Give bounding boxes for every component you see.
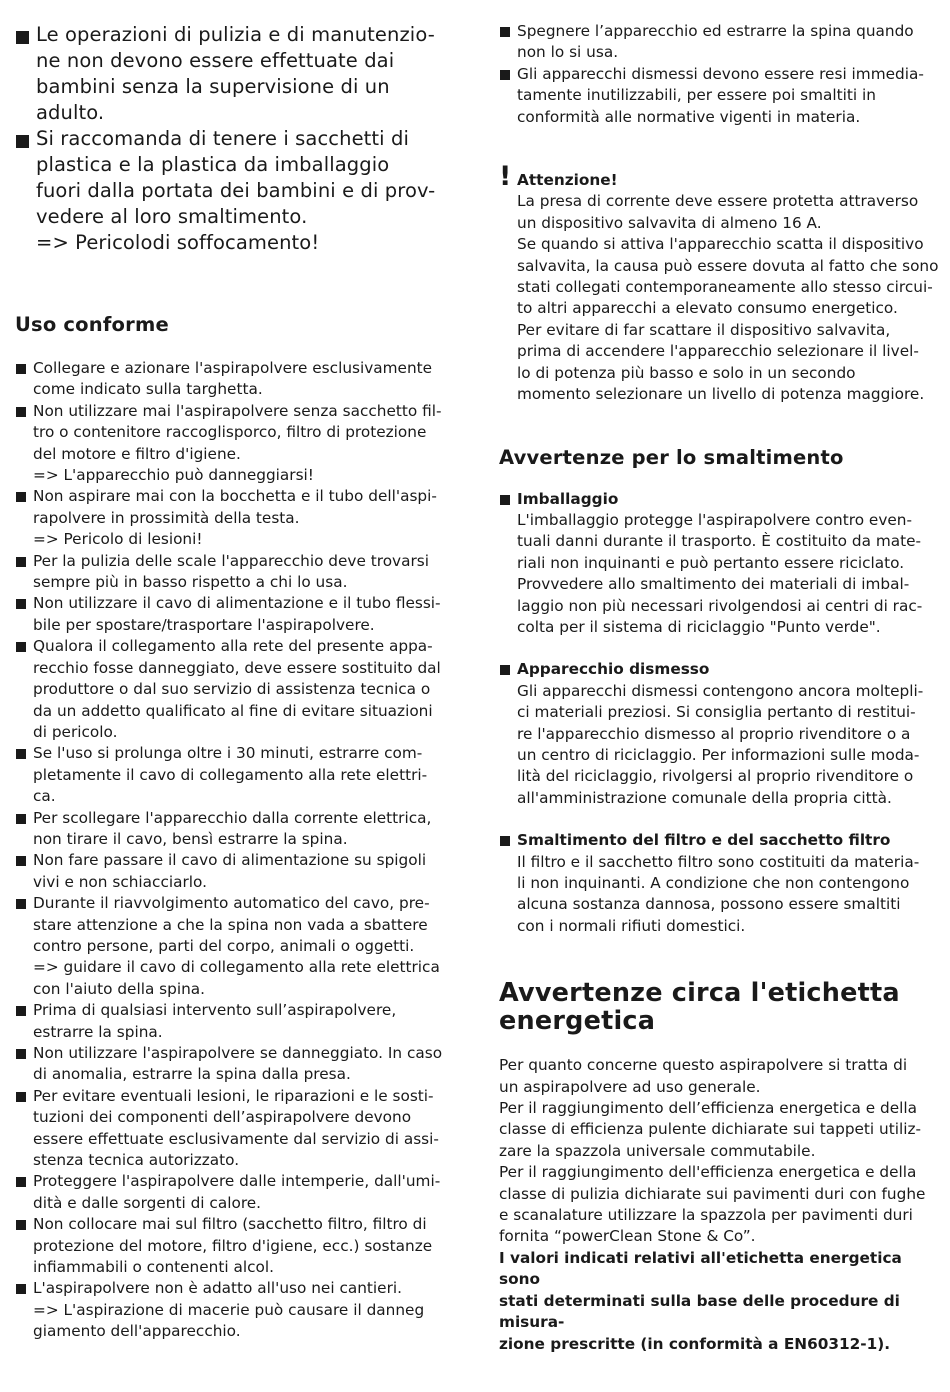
- safety-list-continued: [499, 21, 939, 128]
- list-item: [15, 1086, 455, 1172]
- list-item: [15, 1043, 455, 1086]
- bullet-square-icon: [500, 27, 510, 37]
- bullet-square-icon: [500, 836, 510, 846]
- disposal-item-title: Imballaggio: [517, 489, 619, 508]
- section-title-uso-conforme: Uso conforme: [15, 313, 169, 336]
- exclamation-icon: !: [499, 161, 512, 193]
- list-item-text: Per scollegare l'apparecchio dalla corrente elettrica, non tirare il cavo, bensì estrarre la spina.: [33, 808, 432, 848]
- bullet-square-icon: [16, 492, 26, 502]
- list-item-text: Non collocare mai sul filtro (sacchetto filtro, filtro di protezione del motore, filtro d'igiene, ecc.) sostanze infiammabili o contenenti alcol.: [33, 1215, 433, 1277]
- bullet-square-icon: [16, 1220, 26, 1230]
- list-item: [15, 1000, 455, 1043]
- list-item: [15, 401, 455, 487]
- list-item-text: Durante il riavvolgimento automatico del cavo, pre- stare attenzione a che la spina non vada a sbattere contro persone, parti del corpo, animali o oggetti. => guidare il cavo di collegamento alla rete elettrica con l'aiuto della spina.: [33, 894, 440, 998]
- warning-body: La presa di corrente deve essere protetta attraverso un dispositivo salvavita di almeno 16 A. Se quando si attiva l'apparecchio scatta il dispositivo salvavita, la causa può essere dovuta al fatto che sono stati collegati contemporaneamente allo stesso circui- to altri apparecchi a elevato consumo energetico. Per evitare di far scattare il dispositivo salvavita, prima di accendere l'apparecchio selezionare il livel- lo di potenza più basso e solo in un secondo momento selezionare un livello di potenza maggiore.: [517, 192, 939, 404]
- list-item: [15, 1171, 455, 1214]
- disposal-item-imballaggio: [499, 489, 939, 639]
- bullet-square-icon: [16, 407, 26, 417]
- list-item-text: Non aspirare mai con la bocchetta e il tubo dell'aspi- rapolvere in prossimità della testa. => Pericolo di lesioni!: [33, 487, 437, 549]
- bullet-square-icon: [16, 814, 26, 824]
- list-item-text: Spegnere l’apparecchio ed estrarre la spina quando non lo si usa.: [517, 22, 914, 62]
- list-item-text: Prima di qualsiasi intervento sull’aspirapolvere, estrarre la spina.: [33, 1001, 397, 1041]
- bullet-square-icon: [16, 1177, 26, 1187]
- list-item-text: Per la pulizia delle scale l'apparecchio deve trovarsi sempre più in basso rispetto a chi lo usa.: [33, 551, 429, 592]
- bullet-square-icon: [16, 1049, 26, 1059]
- list-item-text: Qualora il collegamento alla rete del presente appa- recchio fosse danneggiato, deve essere sostituito dal produttore o dal suo servizio di assistenza tecnica o da un addetto qualificato al fine di evitare situazioni di pericolo.: [33, 637, 441, 741]
- list-item-text: Non utilizzare mai l'aspirapolvere senza sacchetto fil- tro o contenitore raccoglisporco, filtro di protezione del motore e filtro d'igiene. => L'apparecchio può danneggiarsi!: [33, 401, 442, 485]
- disposal-item-body: Gli apparecchi dismessi contengono ancora moltepli- ci materiali preziosi. Si consiglia pertanto di restitui- re l'apparecchio dismesso al proprio rivenditore o a un centro di riciclaggio. Per informazioni sulle moda- lità del riciclaggio, rivolgersi al proprio rivenditore o all'amministrazione comunale della propria città.: [517, 681, 924, 807]
- list-item-text: Le operazioni di pulizia e di manutenzio- ne non devono essere effettuate dai bambini senza la supervisione di un adulto.: [36, 23, 435, 124]
- list-item-text: Se l'uso si prolunga oltre i 30 minuti, estrarre com- pletamente il cavo di collegamento alla rete elettri- ca.: [33, 744, 428, 806]
- list-item: [15, 1278, 455, 1342]
- left-column: [15, 0, 455, 1343]
- warning-title: Attenzione!: [517, 171, 618, 190]
- list-item-text: Non fare passare il cavo di alimentazione su spigoli vivi e non schiacciarlo.: [33, 851, 427, 891]
- bullet-square-icon: [16, 899, 26, 909]
- list-item: [15, 486, 455, 550]
- disposal-item-body: L'imballaggio protegge l'aspirapolvere contro even- tuali danni durante il trasporto. È costituito da mate- riali non inquinanti e può pertanto essere riciclato. Provvedere allo smaltimento dei materiali di imbal- laggio non più necessari rivolgendosi ai centri di rac- colta per il sistema di riciclaggio "Punto verde".: [517, 510, 923, 636]
- energy-paragraph: Per il raggiungimento dell'efficienza energetica e della classe di pulizia dichiarate sui pavimenti duri con fughe e scanalature utilizzare la spazzola per pavimenti duri fornita “powerClean Stone & Co”.: [499, 1163, 926, 1246]
- list-item-text: Proteggere l'aspirapolvere dalle intemperie, dall'umi- dità e dalle sorgenti di calore.: [33, 1172, 441, 1212]
- list-item: [15, 1214, 455, 1278]
- list-item: [15, 551, 455, 594]
- list-item: [15, 126, 455, 256]
- list-item: [15, 743, 455, 807]
- disposal-item-filtro: [499, 830, 939, 937]
- bullet-square-icon: [500, 665, 510, 675]
- bullet-square-icon: [16, 1284, 26, 1294]
- bullet-square-icon: [16, 599, 26, 609]
- list-item-text: Non utilizzare l'aspirapolvere se danneggiato. In caso di anomalia, estrarre la spina dalla presa.: [33, 1044, 443, 1084]
- list-item: [15, 636, 455, 743]
- list-item: [499, 21, 939, 64]
- list-item-text: Non utilizzare il cavo di alimentazione e il tubo flessi- bile per spostare/trasportare l'aspirapolvere.: [33, 594, 441, 634]
- list-item-text: Gli apparecchi dismessi devono essere resi immedia- tamente inutilizzabili, per essere poi smaltiti in conformità alle normative vigenti in materia.: [517, 64, 924, 126]
- bullet-square-icon: [16, 1092, 26, 1102]
- list-item-text: Per evitare eventuali lesioni, le riparazioni e le sosti- tuzioni dei componenti dell’aspirapolvere devono essere effettuate esclusivamente dal servizio di assi- stenza tecnica autorizzato.: [33, 1086, 439, 1170]
- list-item-text: Si raccomanda di tenere i sacchetti di plastica e la plastica da imballaggio fuori dalla portata dei bambini e di prov- vedere al loro smaltimento. => Pericolodi soffocamento!: [36, 127, 436, 254]
- list-item: [15, 808, 455, 851]
- intro-list: [15, 22, 455, 256]
- energy-bold-note: I valori indicati relativi all'etichetta energetica sono stati determinati sulla base delle procedure di misura- zione prescritte (in conformità a EN60312-1).: [499, 1248, 902, 1353]
- uso-conforme-list: [15, 358, 455, 1343]
- disposal-item-title: Apparecchio dismesso: [517, 660, 710, 679]
- list-item-text: Collegare e azionare l'aspirapolvere esclusivamente come indicato sulla targhetta.: [33, 359, 433, 399]
- list-item-text: L'aspirapolvere non è adatto all'uso nei cantieri. => L'aspirazione di macerie può causare il danneg giamento dell'apparecchio.: [33, 1279, 425, 1341]
- bullet-square-icon: [16, 135, 29, 148]
- bullet-square-icon: [16, 1006, 26, 1016]
- bullet-square-icon: [500, 495, 510, 505]
- list-item: [15, 358, 455, 401]
- bullet-square-icon: [500, 70, 510, 80]
- list-item: [15, 850, 455, 893]
- list-item: [499, 64, 939, 128]
- bullet-square-icon: [16, 642, 26, 652]
- bullet-square-icon: [16, 364, 26, 374]
- list-item: [15, 22, 455, 126]
- bullet-square-icon: [16, 557, 26, 567]
- bullet-square-icon: [16, 31, 29, 44]
- energy-text: [499, 1055, 939, 1355]
- bullet-square-icon: [16, 749, 26, 759]
- disposal-item-title: Smaltimento del filtro e del sacchetto filtro: [517, 831, 891, 850]
- section-title-smaltimento: Avvertenze per lo smaltimento: [499, 445, 844, 469]
- energy-paragraph: Per quanto concerne questo aspirapolvere si tratta di un aspirapolvere ad uso generale.: [499, 1056, 908, 1096]
- section-title-etichetta-energetica: Avvertenze circa l'etichetta energetica: [499, 978, 900, 1037]
- energy-paragraph: Per il raggiungimento dell’efficienza energetica e della classe di efficienza pulente dichiarate sui tappeti utiliz- zare la spazzola universale commutabile.: [499, 1099, 922, 1160]
- bullet-square-icon: [16, 856, 26, 866]
- warning-block: [499, 161, 939, 405]
- list-item: [15, 593, 455, 636]
- disposal-item-body: Il filtro e il sacchetto filtro sono costituiti da materia- li non inquinanti. A condizione che non contengono alcuna sostanza dannosa, possono essere smaltiti con i normali rifiuti domestici.: [517, 852, 920, 935]
- list-item: [15, 893, 455, 1000]
- disposal-item-apparecchio-dismesso: [499, 659, 939, 809]
- right-column: [499, 0, 939, 1355]
